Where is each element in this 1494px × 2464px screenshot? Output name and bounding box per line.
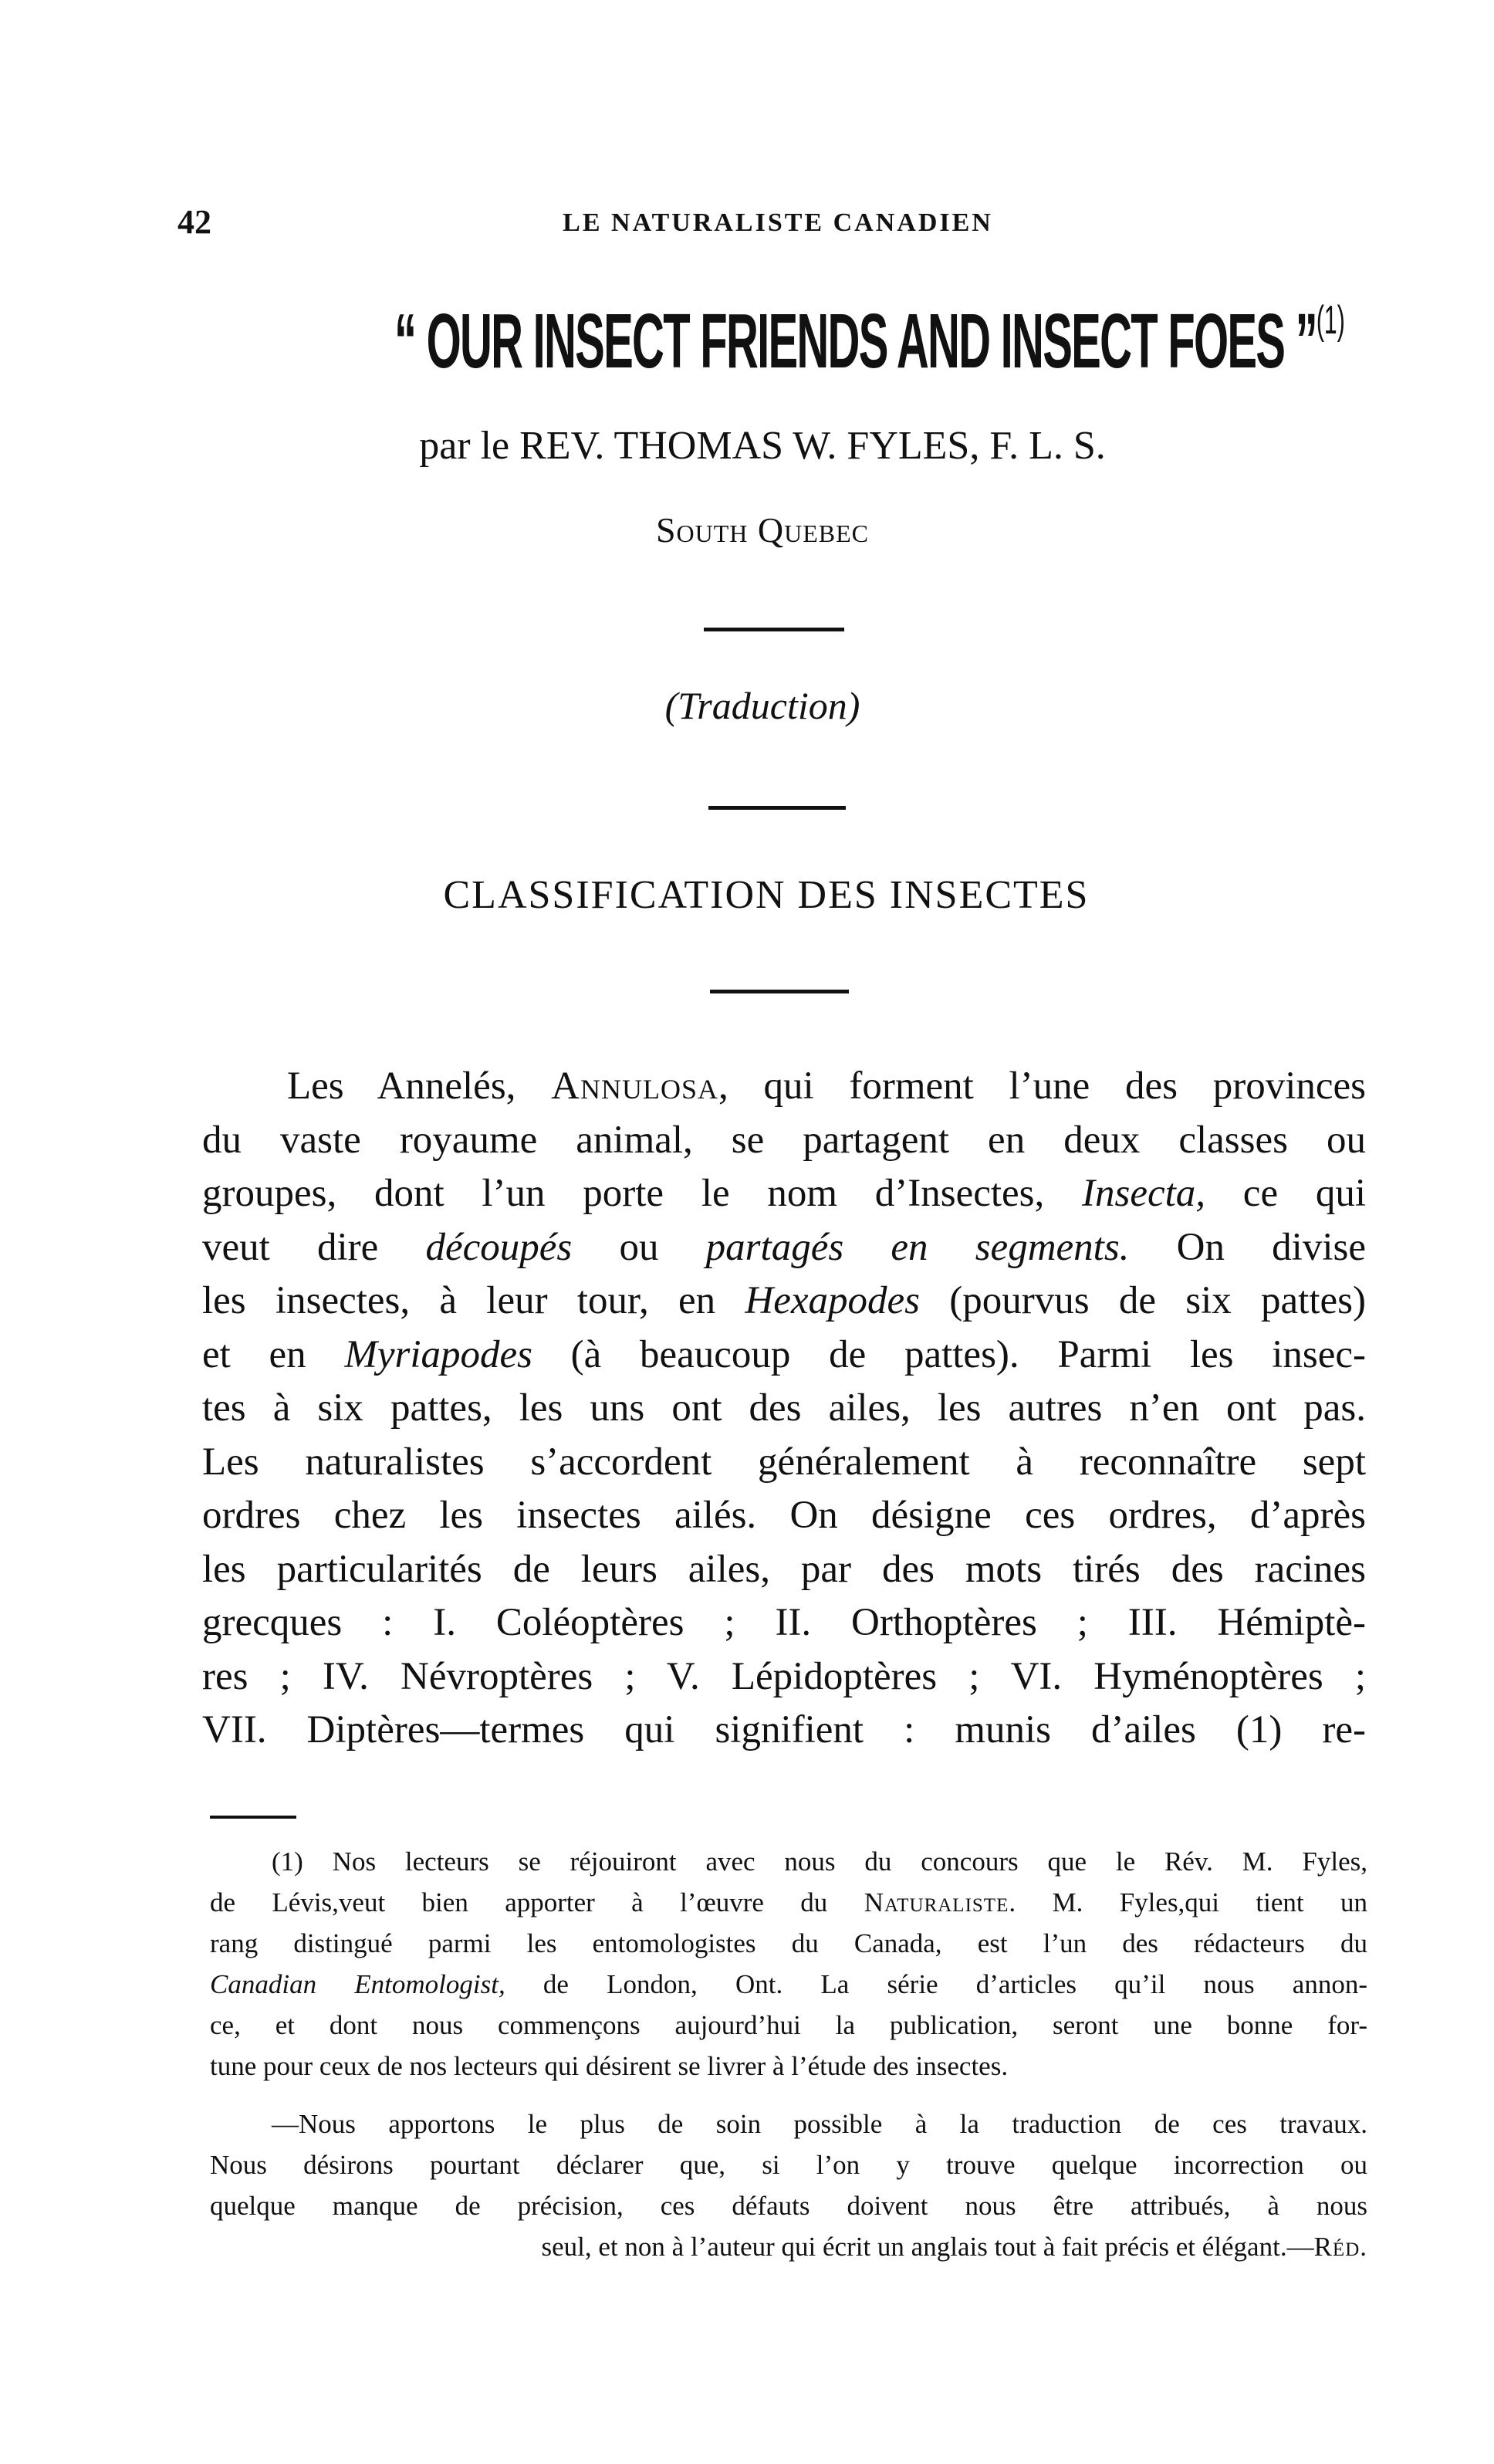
text-run: veut dire <box>202 1225 426 1269</box>
running-header <box>177 202 1317 249</box>
small-caps-term: Naturaliste <box>864 1887 1009 1917</box>
text-run: On divise <box>1129 1225 1366 1269</box>
footnote-line: tune pour ceux de nos lecteurs qui désirent se livrer à l’étude des insectes. <box>210 2051 1009 2081</box>
page-number: 42 <box>177 203 211 241</box>
separator-rule <box>704 628 844 631</box>
text-run: de Lévis,veut bien apporter à l’œuvre du <box>210 1887 864 1917</box>
footnote-line: rang distingué parmi les entomologistes du Canada, est l’un des rédacteurs du <box>210 1928 1367 1958</box>
separator-rule <box>710 990 849 993</box>
footnotes <box>210 1841 1367 2267</box>
author-location: South Quebec <box>655 510 870 550</box>
text-run: les insectes, à leur tour, en <box>202 1279 745 1322</box>
body-line <box>202 1274 1366 1328</box>
separator-rule <box>708 806 846 810</box>
body-line: du vaste royaume animal, se partagent en deux classes ou <box>202 1118 1366 1162</box>
text-run: , qui forment l’une des provinces <box>718 1064 1366 1108</box>
body-line <box>202 1167 1366 1221</box>
text-run: et en <box>202 1332 345 1376</box>
translation-note: (Traduction) <box>664 684 860 727</box>
italic-term: Myriapodes <box>344 1332 532 1376</box>
author-byline: par le REV. THOMAS W. FYLES, F. L. S. <box>419 424 1106 468</box>
text-run: seul, et non à l’auteur qui écrit un anglais tout à fait précis et élégant.— <box>541 2232 1314 2262</box>
editor-signature: Réd. <box>1313 2232 1367 2262</box>
italic-term: Hexapodes <box>745 1279 920 1322</box>
small-caps-term: Annulosa <box>551 1064 718 1108</box>
body-line <box>202 1221 1366 1275</box>
running-title: LE NATURALISTE CANADIEN <box>563 208 993 237</box>
section-heading: CLASSIFICATION DES INSECTES <box>443 873 1090 917</box>
body-paragraph <box>202 1060 1366 1758</box>
body-line <box>202 1060 1366 1114</box>
text-run: . M. Fyles,qui tient un <box>1009 1887 1367 1917</box>
footnote-line <box>210 2226 1367 2267</box>
body-line <box>202 1328 1366 1383</box>
text-run: de London, Ont. La série d’articles qu’il nous annon- <box>505 1969 1367 1999</box>
body-line: VII. Diptères—termes qui signifient : munis d’ailes (1) re- <box>202 1708 1366 1752</box>
article-title-text: “ OUR INSECT FRIENDS AND INSECT FOES ” <box>394 298 1317 384</box>
text-run: (à beaucoup de pattes). Parmi les insec- <box>532 1332 1366 1376</box>
footnote-gap <box>210 2087 1367 2104</box>
footnote-separator <box>210 1816 296 1819</box>
text-run: groupes, dont l’un porte le nom d’Insectes, <box>202 1172 1083 1215</box>
italic-term: Insecta, <box>1082 1172 1206 1215</box>
italic-term: découpés <box>425 1225 573 1269</box>
body-line: ordres chez les insectes ailés. On désigne ces ordres, d’après <box>202 1494 1366 1537</box>
footnote-line: —Nous apportons le plus de soin possible à la traduction de ces travaux. <box>272 2109 1367 2139</box>
footnote-line: (1) Nos lecteurs se réjouiront avec nous du concours que le Rév. M. Fyles, <box>272 1846 1367 1877</box>
footnote-line: ce, et dont nous commençons aujourd’hui la publication, seront une bonne for- <box>210 2010 1367 2040</box>
title-footnote-marker: (1) <box>1316 298 1345 343</box>
footnote-line <box>210 1882 1367 1923</box>
footnote-line: Nous désirons pourtant déclarer que, si l’on y trouve quelque incorrection ou <box>210 2150 1367 2180</box>
text-run: Les Annelés, <box>287 1064 552 1108</box>
text-run: (pourvus de six pattes) <box>919 1279 1366 1322</box>
text-run: ou <box>572 1225 706 1269</box>
body-line: tes à six pattes, les uns ont des ailes, les autres n’en ont pas. <box>202 1386 1366 1430</box>
body-line: les particularités de leurs ailes, par des mots tirés des racines <box>202 1547 1366 1591</box>
footnote-line: quelque manque de précision, ces défauts doivent nous être attribués, à nous <box>210 2191 1367 2221</box>
italic-term: partagés en segments. <box>705 1225 1130 1269</box>
footnote-line <box>210 1964 1367 2005</box>
body-line: res ; IV. Névroptères ; V. Lépidoptères ; VI. Hyménoptères ; <box>202 1654 1366 1698</box>
italic-term: Canadian Entomologist, <box>210 1969 505 1999</box>
article-title <box>394 297 1345 386</box>
body-line: grecques : I. Coléoptères ; II. Orthoptères ; III. Hémiptè- <box>202 1601 1366 1644</box>
body-line: Les naturalistes s’accordent généralement à reconnaître sept <box>202 1440 1366 1484</box>
text-run: ce qui <box>1205 1172 1366 1215</box>
